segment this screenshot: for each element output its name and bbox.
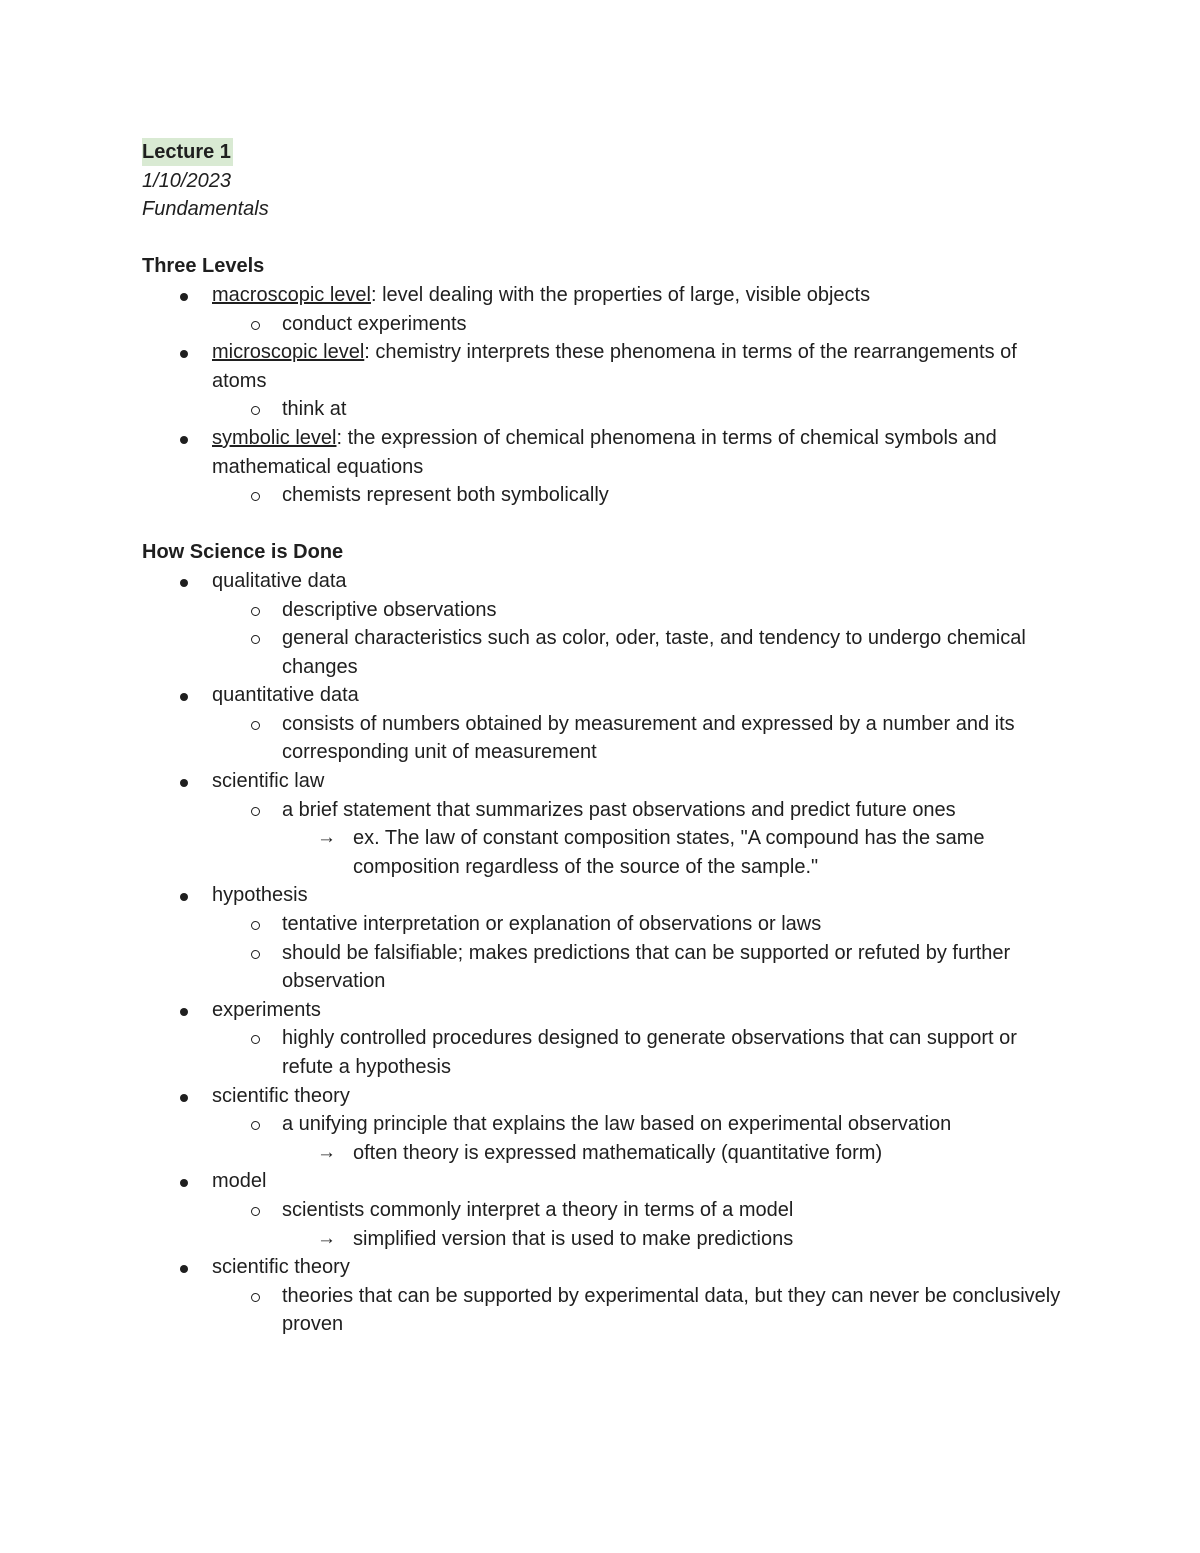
- list-subitem: [142, 910, 1072, 939]
- subitem-text: highly controlled procedures designed to generate observations that can support or refute a hypothesis: [282, 1027, 1017, 1078]
- list-subitem: [142, 796, 1072, 825]
- bullet-icon: [177, 881, 191, 910]
- hollow-bullet-icon: [248, 624, 262, 653]
- bullet-icon: [177, 424, 191, 453]
- hollow-bullet-icon: [248, 1110, 262, 1139]
- list-subitem: [142, 1196, 1072, 1225]
- list-subitem: [142, 395, 1072, 424]
- hollow-bullet-icon: [248, 910, 262, 939]
- bullet-icon: [177, 567, 191, 596]
- hollow-bullet-icon: [248, 481, 262, 510]
- definition-text: : level dealing with the properties of large, visible objects: [370, 283, 871, 306]
- subitem-text: scientists commonly interpret a theory in terms of a model: [282, 1198, 794, 1221]
- item-text: qualitative data: [212, 569, 347, 592]
- hollow-bullet-icon: [248, 796, 262, 825]
- item-text: scientific theory: [212, 1256, 350, 1279]
- term-macroscopic: macroscopic level: [212, 283, 371, 306]
- term-symbolic: symbolic level: [212, 426, 337, 449]
- bullet-icon: [177, 338, 191, 367]
- subitem-text: general characteristics such as color, oder, taste, and tendency to undergo chemical changes: [282, 627, 1026, 678]
- list-subitem: [142, 1282, 1072, 1339]
- bullet-icon: [177, 1082, 191, 1111]
- list-subitem: [142, 624, 1072, 681]
- section-heading-how-science: How Science is Done: [142, 541, 344, 564]
- arrow-icon: →: [317, 827, 336, 849]
- subitem-text: think at: [282, 398, 347, 421]
- subsubitem-text: ex. The law of constant composition states, "A compound has the same composition regardless of the source of the sample.": [353, 827, 985, 878]
- list-item: [142, 281, 1072, 310]
- subsubitem-text: simplified version that is used to make predictions: [353, 1227, 794, 1250]
- document-page: [142, 138, 1072, 1339]
- bullet-icon: [177, 1167, 191, 1196]
- subitem-text: consists of numbers obtained by measurement and expressed by a number and its corresponding unit of measurement: [282, 712, 1015, 764]
- bullet-icon: [177, 681, 191, 710]
- item-text: hypothesis: [212, 884, 308, 907]
- list-subsubitem: [142, 1225, 1072, 1254]
- subitem-text: theories that can be supported by experimental data, but they can never be conclusively proven: [282, 1284, 1061, 1336]
- lecture-date: 1/10/2023: [142, 169, 231, 192]
- list-item: [142, 681, 1072, 710]
- list-subsubitem: [142, 824, 1072, 881]
- list-item: [142, 767, 1072, 796]
- term-microscopic: microscopic level: [212, 341, 365, 364]
- subitem-text: tentative interpretation or explanation of observations or laws: [282, 913, 822, 936]
- list-item: [142, 1082, 1072, 1111]
- item-text: scientific law: [212, 770, 325, 793]
- arrow-icon: →: [317, 1141, 336, 1163]
- list-item: [142, 567, 1072, 596]
- section-heading-three-levels: Three Levels: [142, 255, 265, 278]
- list-subitem: [142, 1110, 1072, 1139]
- subsubitem-text: often theory is expressed mathematically (quantitative form): [353, 1141, 883, 1164]
- subitem-text: descriptive observations: [282, 598, 497, 621]
- subitem-text: a brief statement that summarizes past observations and predict future ones: [282, 798, 956, 821]
- subitem-text: a unifying principle that explains the law based on experimental observation: [282, 1113, 952, 1136]
- arrow-icon: →: [317, 1227, 336, 1249]
- hollow-bullet-icon: [248, 1196, 262, 1225]
- list-item: [142, 338, 1072, 395]
- list-subitem: [142, 939, 1072, 996]
- item-text: scientific theory: [212, 1084, 350, 1107]
- list-subitem: [142, 481, 1072, 510]
- subitem-text: conduct experiments: [282, 312, 467, 335]
- bullet-icon: [177, 281, 191, 310]
- item-text: experiments: [212, 998, 321, 1021]
- bullet-icon: [177, 996, 191, 1025]
- definition-text: : chemistry interprets these phenomena in terms of the rearrangements of atoms: [212, 341, 1017, 392]
- hollow-bullet-icon: [248, 710, 262, 739]
- list-item: [142, 1253, 1072, 1282]
- hollow-bullet-icon: [248, 1024, 262, 1053]
- hollow-bullet-icon: [248, 395, 262, 424]
- bullet-icon: [177, 767, 191, 796]
- definition-text: : the expression of chemical phenomena in terms of chemical symbols and mathematical equations: [212, 426, 997, 478]
- list-subitem: [142, 710, 1072, 767]
- three-levels-list: [142, 281, 1072, 510]
- subitem-text: should be falsifiable; makes predictions that can be supported or refuted by further observation: [282, 941, 1011, 993]
- list-item: [142, 881, 1072, 910]
- hollow-bullet-icon: [248, 939, 262, 968]
- bullet-icon: [177, 1253, 191, 1282]
- hollow-bullet-icon: [248, 1282, 262, 1311]
- hollow-bullet-icon: [248, 310, 262, 339]
- item-text: quantitative data: [212, 684, 359, 707]
- list-item: [142, 424, 1072, 481]
- subitem-text: chemists represent both symbolically: [282, 484, 609, 507]
- list-subitem: [142, 310, 1072, 339]
- list-item: [142, 1167, 1072, 1196]
- lecture-topic: Fundamentals: [142, 198, 269, 221]
- science-list: [142, 567, 1072, 1339]
- list-item: [142, 996, 1072, 1025]
- list-subsubitem: [142, 1139, 1072, 1168]
- item-text: model: [212, 1170, 267, 1193]
- lecture-title: Lecture 1: [142, 138, 233, 166]
- list-subitem: [142, 596, 1072, 625]
- list-subitem: [142, 1024, 1072, 1081]
- hollow-bullet-icon: [248, 596, 262, 625]
